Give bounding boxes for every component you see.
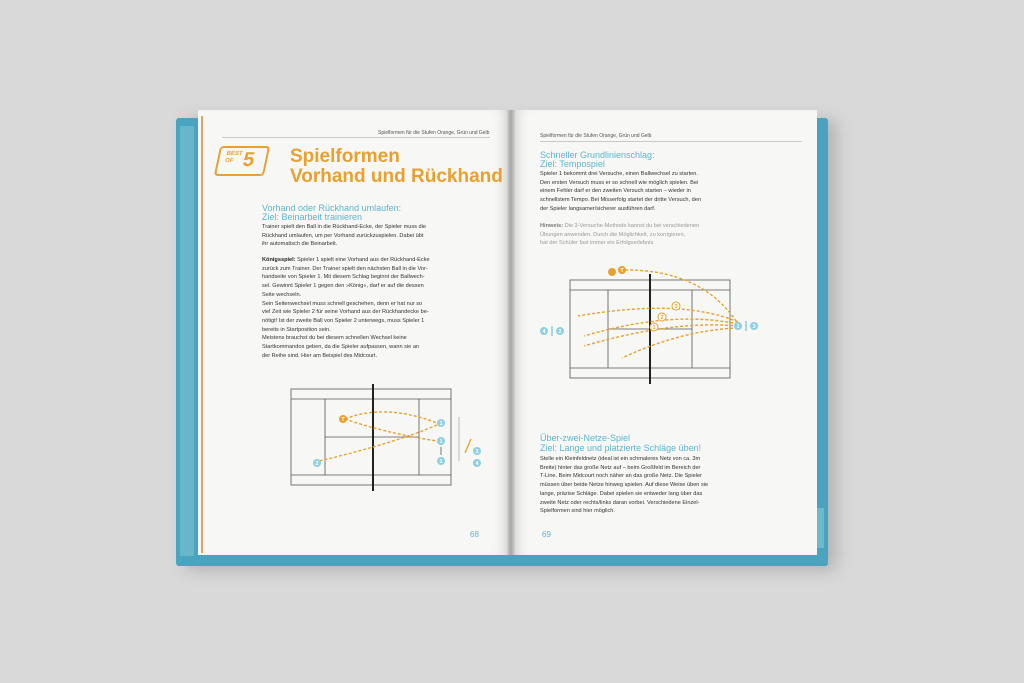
text-line: T-Line. Beim Midcourt noch näher an das große Netz. Die Spieler xyxy=(540,473,702,480)
marker-label: 4 xyxy=(542,329,546,335)
marker-label: 1 xyxy=(439,421,443,427)
page-edge-rule xyxy=(201,116,203,553)
text-span: Spieler 1 spielt eine Vorhand aus der Rückhand-Ecke xyxy=(295,257,430,263)
text-line: der Reihe sind. Hier am Beispiel des Midcourt. xyxy=(262,352,378,359)
text-line: viel Zeit wie Spieler 2 für seine Vorhand aus der Rückhandecke be- xyxy=(262,309,429,316)
ball-path xyxy=(584,319,738,336)
text-line: sel. Gewinnt Spieler 1 gegen den »König«, darf er auf die dessen xyxy=(262,283,424,290)
section-subheading: Ziel: Lange und platzierte Schläge üben! xyxy=(540,443,702,453)
text-line: der Spieler langsamer/sicherer ausführen darf. xyxy=(540,205,656,212)
text-line xyxy=(262,256,430,265)
page-title xyxy=(290,147,503,187)
running-header: Spielformen für die Stufen Orange, Grün und Gelb xyxy=(378,130,490,136)
marker-label: 3 xyxy=(674,304,678,310)
text-line: bereits in Startposition sein. xyxy=(262,326,331,333)
text-line: Den ersten Versuch muss er so schnell wie möglich spielen. Bei xyxy=(540,179,699,186)
bold-label: Hinweis: xyxy=(540,223,564,229)
best-of-5-logo xyxy=(214,146,270,176)
marker-label: 3 xyxy=(752,324,756,330)
header-rule xyxy=(540,141,802,142)
section-heading: Vorhand oder Rückhand umlaufen: xyxy=(262,203,402,213)
text-line: einem Fehler darf er den zweiten Versuch starten – wieder in xyxy=(540,188,691,195)
text-line: Startkommandos geben, da die Spieler aufpassen, wann sie an xyxy=(262,344,420,351)
ball-icon xyxy=(608,268,616,276)
book-gutter xyxy=(507,110,515,555)
section-body xyxy=(262,223,426,249)
text-line: Trainer spielt den Ball in die Rückhand-Ecke, der Spieler muss die xyxy=(262,224,426,230)
marker-label: 4 xyxy=(475,461,479,467)
title-line-2: Vorhand und Rückhand xyxy=(290,166,503,187)
text-line: handseite von Spieler 1. Mit diesem Schlag beginnt der Ballwech- xyxy=(262,274,425,281)
logo-number: 5 xyxy=(240,149,257,171)
text-line: Sein Seitenwechsel muss schnell geschehen, denn er hat nur so xyxy=(262,300,423,307)
marker-label: 3 xyxy=(475,449,479,455)
page-number: 69 xyxy=(542,530,551,539)
text-line: Spielformen sind hier möglich. xyxy=(540,508,615,515)
logo-best-of: BEST OF xyxy=(224,151,244,164)
text-line: Breite) hinter das große Netz auf – beim Großfeld im Bereich der xyxy=(540,464,701,471)
text-line: müssen über beide Netze hinweg spielen. Auf diese Weise üben sie xyxy=(540,482,709,489)
marker-label: 1 xyxy=(736,324,740,330)
marker-label: 2 xyxy=(558,329,562,335)
text-line: lange, präzise Schläge. Dabei spielen sie entweder lang über das xyxy=(540,490,703,497)
section-heading: Über-zwei-Netze-Spiel xyxy=(540,433,631,443)
ball-path xyxy=(620,270,738,324)
bold-label: Königsspiel: xyxy=(262,257,296,263)
header-rule xyxy=(222,137,490,138)
text-line: Rückhand umlaufen, um per Vorhand zurückzuspielen. Dabei übt xyxy=(262,232,424,239)
marker-label: T xyxy=(341,417,345,423)
title-line-1: Spielformen xyxy=(290,146,400,167)
ball-path xyxy=(345,419,437,441)
text-span: Die 3-Versuche-Methode kannst du bei verschiedenen xyxy=(563,223,700,229)
ball-path xyxy=(622,328,738,358)
section-heading: Schneller Grundlinienschlag: xyxy=(540,150,655,160)
marker-label: 2 xyxy=(315,461,319,467)
marker-label: T xyxy=(620,268,624,274)
marker-label: 1 xyxy=(439,439,443,445)
section-subheading: Ziel: Beinarbeit trainieren xyxy=(262,212,363,222)
section-subheading: Ziel: Tempospiel xyxy=(540,159,605,169)
section-body xyxy=(540,170,701,214)
koenigsspiel-body xyxy=(262,256,430,360)
text-line: Übungen anwenden. Durch die Möglichkeit, zu korrigieren, xyxy=(540,231,686,238)
text-line: hat der Schüler fast immer ein Erfolgserlebnis. xyxy=(540,240,655,247)
marker-label: 2 xyxy=(660,315,664,321)
court-diagram-right xyxy=(532,260,772,385)
ball-path xyxy=(584,325,738,346)
text-line: nötigt! Ist der zweite Ball von Spieler 2 unterwegs, muss Spieler 1 xyxy=(262,317,425,324)
text-line: zurück zum Trainer. Der Trainer spielt den nächsten Ball in die Vor- xyxy=(262,265,428,272)
text-line: ihr automatisch die Beinarbeit. xyxy=(262,241,338,248)
running-header: Spielformen für die Stufen Orange, Grün und Gelb xyxy=(540,133,652,139)
ball-path xyxy=(345,412,437,423)
text-line: schnellstem Tempo. Bei Misserfolg startet der dritte Versuch, den xyxy=(540,197,701,204)
text-line xyxy=(540,222,699,231)
text-line: Seite wechseln. xyxy=(262,291,302,298)
text-line: Stelle ein Kleinfeldnetz (ideal ist ein schmaleres Netz von ca. 3m xyxy=(540,456,701,462)
page-number: 68 xyxy=(470,530,479,539)
text-line: Meistens brauchst du bei diesem schnellen Wechsel keine xyxy=(262,335,407,342)
court-diagram-left xyxy=(285,383,495,498)
marker-label: 1 xyxy=(652,325,656,331)
text-line: Spieler 1 bekommt drei Versuche, einen Ballwechsel zu starten. xyxy=(540,171,698,177)
section-body xyxy=(540,455,708,516)
marker-label: 1 xyxy=(439,459,443,465)
text-line: zweite Netz oder rechts/links daran vorbei. Verschiedene Einzel- xyxy=(540,499,700,506)
hint-body xyxy=(540,222,699,248)
